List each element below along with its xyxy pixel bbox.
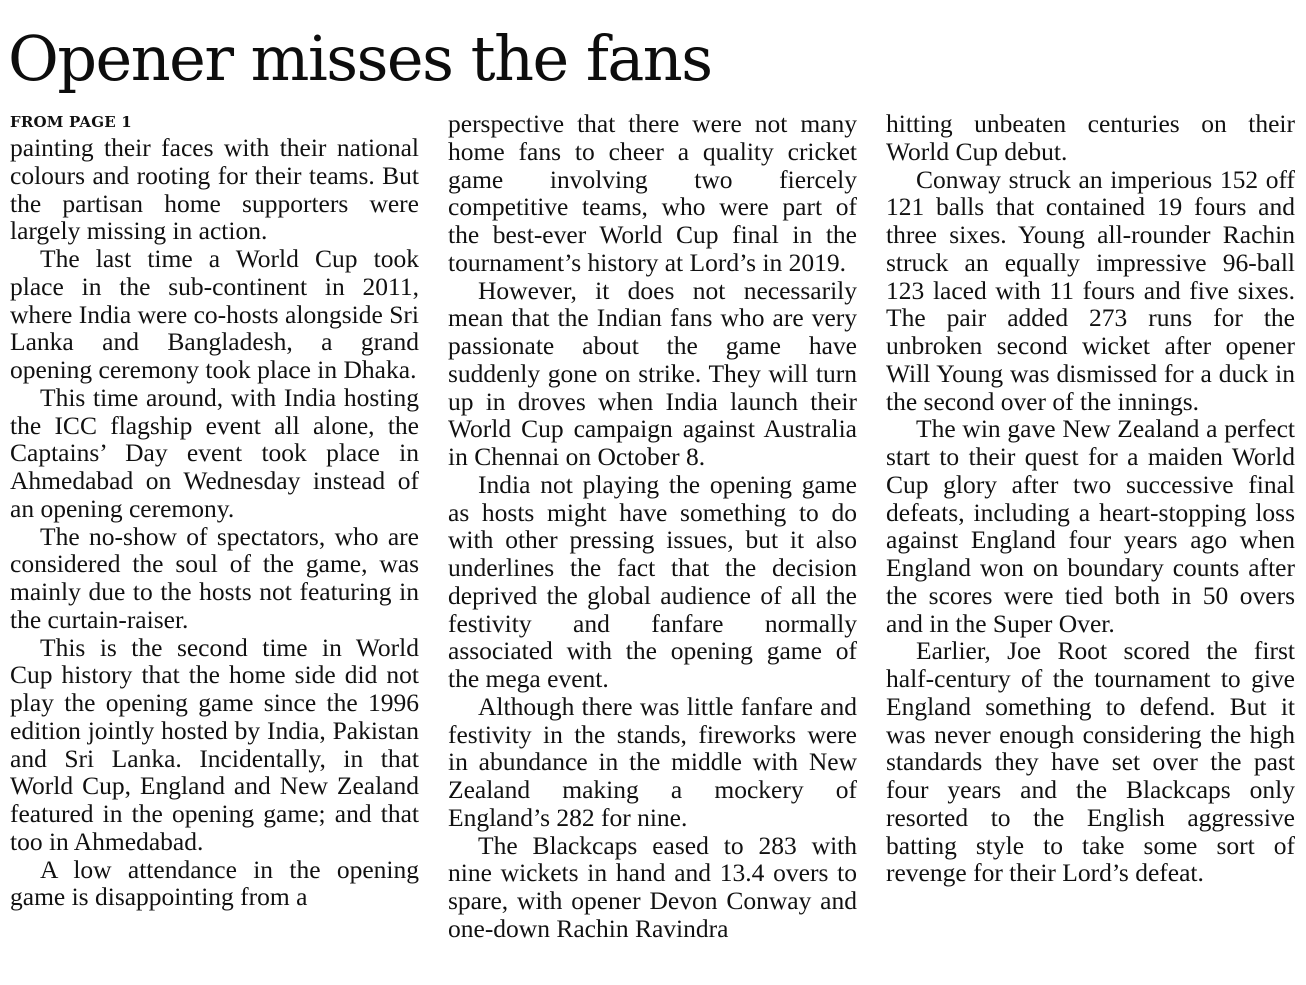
- paragraph: The win gave New Zealand a perfect start to their quest for a maiden World Cup glory after two successive final defeats, including a heart-stopping loss against England four years ago when England won on boundary counts after the scores were tied both in 50 overs and in the Super Over.: [886, 414, 1295, 638]
- article-column-3: [886, 110, 1295, 887]
- paragraph: Although there was little fanfare and festivity in the stands, fireworks were in abundance in the middle with New Zealand making a mockery of England’s 282 for nine.: [448, 691, 857, 832]
- paragraph: The Blackcaps eased to 283 with nine wickets in hand and 13.4 overs to spare, with opener Devon Conway and one-down Rachin Ravindra: [448, 830, 857, 943]
- paragraph: A low attendance in the opening game is disappointing from a: [10, 854, 419, 912]
- paragraph: The no-show of spectators, who are considered the soul of the game, was mainly due to the hosts not featuring in the curtain-raiser.: [10, 521, 419, 634]
- paragraph: Earlier, Joe Root scored the first half-century of the tournament to give England something to defend. But it was never enough considering the high standards they have set over the past four years and the Blackcaps only resorted to the English aggressive batting style to take some sort of revenge for their Lord’s defeat.: [886, 636, 1295, 888]
- paragraph: The last time a World Cup took place in the sub-continent in 2011, where India were co-hosts alongside Sri Lanka and Bangladesh, a grand opening ceremony took place in Dhaka.: [10, 244, 419, 384]
- article-column-1: [10, 110, 419, 911]
- paragraph: Conway struck an imperious 152 off 121 balls that contained 19 fours and three sixes. Young all-rounder Rachin struck an equally impressive 96-ball 123 laced with 11 fours and five sixes. The pair added 273 runs for the unbroken second wicket after opener Will Young was dismissed for a duck in the second over of the innings.: [886, 164, 1295, 416]
- paragraph: India not playing the opening game as hosts might have something to do with other pressing issues, but it also underlines the fact that the decision deprived the global audience of all the festivity and fanfare normally associated with the opening game of the mega event.: [448, 469, 857, 693]
- kicker-from-page: FROM PAGE 1: [10, 113, 132, 131]
- paragraph: perspective that there were not many home fans to cheer a quality cricket game involving two fiercely competitive teams, who were part of the best-ever World Cup final in the tournament’s history at Lord’s in 2019.: [448, 109, 857, 277]
- article-column-2: [448, 110, 857, 943]
- paragraph: However, it does not necessarily mean that the Indian fans who are very passionate about the game have suddenly gone on strike. They will turn up in droves when India launch their World Cup campaign against Australia in Chennai on October 8.: [448, 275, 857, 471]
- article-headline: Opener misses the fans: [8, 22, 712, 95]
- paragraph: painting their faces with their national colours and rooting for their teams. But the partisan home supporters were largely missing in action.: [10, 133, 419, 246]
- paragraph: This is the second time in World Cup history that the home side did not play the opening game since the 1996 edition jointly hosted by India, Pakistan and Sri Lanka. Incidentally, in that World Cup, England and New Zealand featured in the opening game; and that too in Ahmedabad.: [10, 632, 419, 856]
- paragraph: This time around, with India hosting the ICC flagship event all alone, the Captains’ Day event took place in Ahmedabad on Wednesday instead of an opening ceremony.: [10, 382, 419, 523]
- paragraph: hitting unbeaten centuries on their World Cup debut.: [886, 109, 1295, 166]
